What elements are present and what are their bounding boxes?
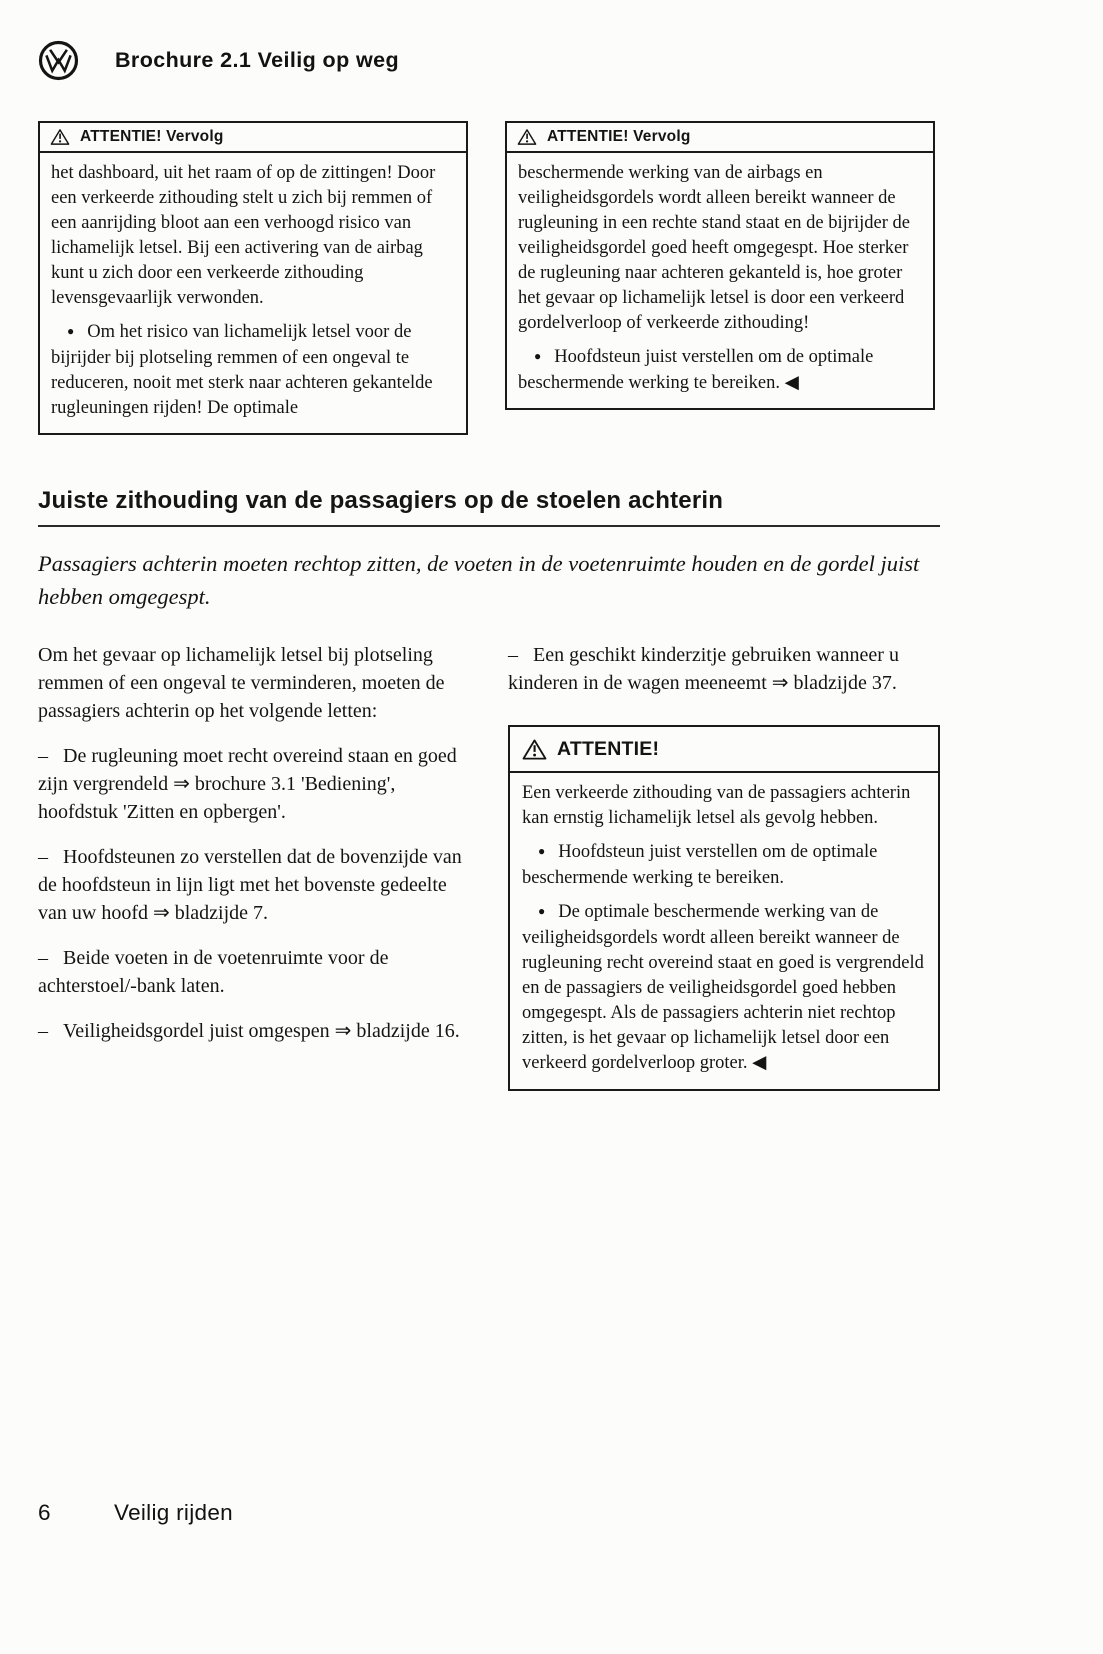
warning-box-left bbox=[38, 121, 468, 435]
warning-box-right bbox=[505, 121, 935, 410]
two-column-layout bbox=[38, 641, 940, 1091]
warning-box-attentie bbox=[508, 725, 940, 1091]
warning-paragraph: het dashboard, uit het raam of op de zittingen! Door een verkeerde zithouding stelt u zich bij remmen of een aanrijding bloot aan een verhoogd risico van lichamelijk letsel. Bij een activering van de airbag kunt u zich door een verkeerde zithouding levensgevaarlijk verwonden. bbox=[51, 163, 436, 308]
warning-box-header bbox=[40, 123, 466, 153]
heading-rule bbox=[38, 525, 940, 527]
doc-footer bbox=[38, 1500, 233, 1526]
warning-triangle-icon bbox=[50, 128, 70, 146]
doc-header bbox=[38, 40, 1103, 81]
footer-label: Veilig rijden bbox=[114, 1500, 233, 1525]
list-item: – Hoofdsteunen zo verstellen dat de bovenzijde van de hoofdsteun in lijn ligt met het bovenste gedeelte van uw hoofd ⇒ bladzijde 7. bbox=[38, 843, 470, 927]
list-item: – De rugleuning moet recht overeind staan en goed zijn vergrendeld ⇒ brochure 3.1 'Bediening', hoofdstuk 'Zitten en opbergen'. bbox=[38, 742, 470, 826]
warning-box-title: ATTENTIE! bbox=[557, 738, 660, 760]
section-heading: Juiste zithouding van de passagiers op de stoelen achterin bbox=[38, 487, 724, 514]
warning-bullet: ● Hoofdsteun juist verstellen om de optimale beschermende werking te bereiken. bbox=[522, 840, 926, 891]
list-item: – Een geschikt kinderzitje gebruiken wanneer u kinderen in de wagen meeneemt ⇒ bladzijde 37. bbox=[508, 641, 940, 697]
warning-bullet: ● Om het risico van lichamelijk letsel voor de bijrijder bij plotseling remmen of een ongeval te reduceren, nooit met sterk naar achteren gekantelde rugleuningen rijden! De optimale bbox=[51, 320, 455, 421]
body-paragraph: Om het gevaar op lichamelijk letsel bij plotseling remmen of een ongeval te verminderen, moeten de passagiers achterin op het volgende letten: bbox=[38, 644, 445, 722]
warning-boxes-row bbox=[38, 121, 1103, 435]
list-item: – Beide voeten in de voetenruimte voor de achterstoel/-bank laten. bbox=[38, 944, 470, 1000]
page-number: 6 bbox=[38, 1500, 51, 1525]
doc-title: Brochure 2.1 Veilig op weg bbox=[115, 48, 399, 72]
warning-bullet: ● Hoofdsteun juist verstellen om de optimale beschermende werking te bereiken. ◀ bbox=[518, 345, 922, 396]
warning-box-header bbox=[510, 727, 938, 773]
section-intro: Passagiers achterin moeten rechtop zitten, de voeten in de voetenruimte houden en de gordel juist hebben omgegespt. bbox=[38, 551, 920, 609]
warning-paragraph: beschermende werking van de airbags en veiligheidsgordels wordt alleen bereikt wanneer de rugleuning in een rechte stand staat en de bijrijder de veiligheidsgordel goed heeft omgegespt. Hoe sterker de rugleuning naar achteren gekanteld is, hoe groter het gevaar op lichamelijk letsel is door een verkeerd gordelverloop of verkeerde zithouding! bbox=[518, 163, 910, 333]
warning-box-body bbox=[40, 153, 466, 433]
warning-box-body bbox=[510, 773, 938, 1089]
list-item: – Veiligheidsgordel juist omgespen ⇒ bladzijde 16. bbox=[38, 1017, 470, 1045]
right-column bbox=[508, 641, 940, 1091]
vw-logo-icon bbox=[38, 40, 79, 81]
warning-box-body bbox=[507, 153, 933, 408]
warning-triangle-icon bbox=[517, 128, 537, 146]
warning-paragraph: Een verkeerde zithouding van de passagiers achterin kan ernstig lichamelijk letsel als gevolg hebben. bbox=[522, 783, 911, 828]
warning-box-header bbox=[507, 123, 933, 153]
warning-triangle-icon bbox=[522, 738, 547, 761]
left-column bbox=[38, 641, 470, 1091]
warning-bullet: ● De optimale beschermende werking van de veiligheidsgordels wordt alleen bereikt wanneer de rugleuning recht overeind staat en goed is vergrendeld en de passagiers de veiligheidsgordel goed hebben omgegespt. Als de passagiers achterin niet rechtop zitten, is het gevaar op lichamelijk letsel door een verkeerd gordelverloop groter. ◀ bbox=[522, 900, 926, 1076]
warning-box-title: ATTENTIE! Vervolg bbox=[80, 128, 224, 145]
main-section bbox=[38, 487, 940, 1091]
warning-box-title: ATTENTIE! Vervolg bbox=[547, 128, 691, 145]
